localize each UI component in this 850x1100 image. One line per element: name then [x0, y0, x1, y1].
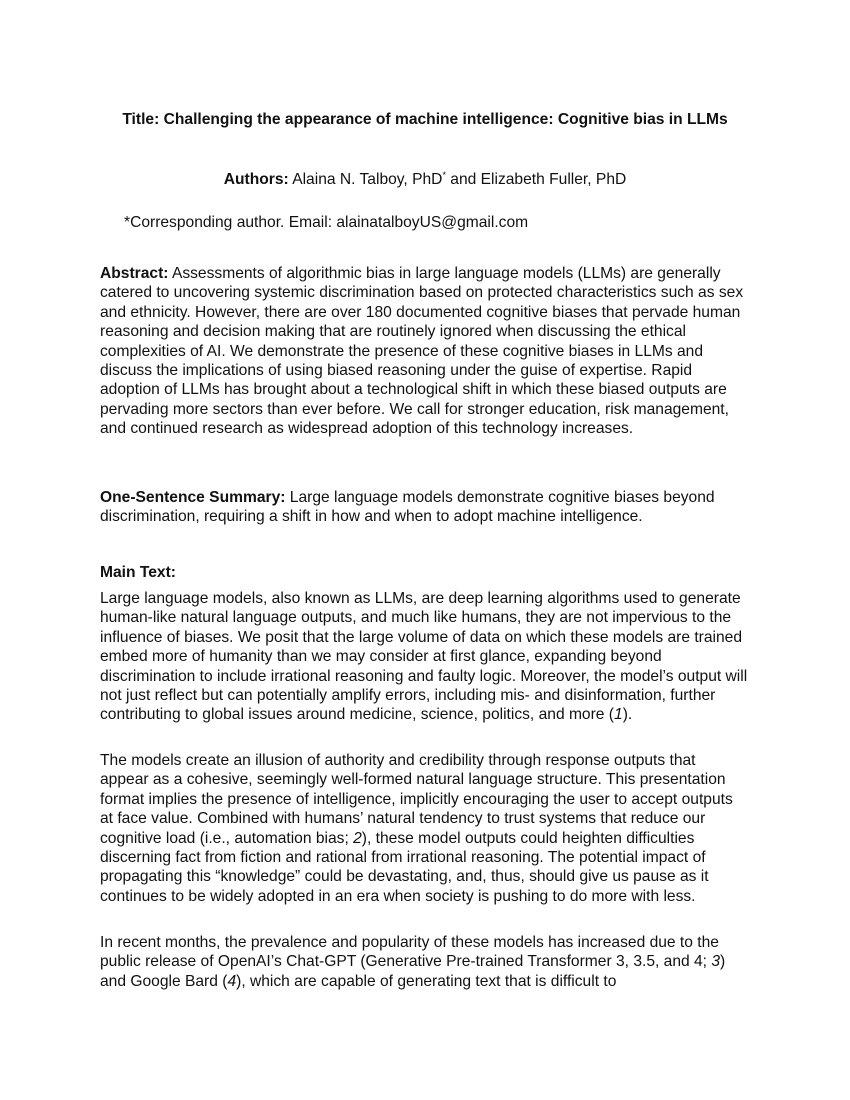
main-paragraph-3	[100, 933, 748, 991]
paragraph-2-text-a: The models create an illusion of authority and credibility through response outputs that appear as a cohesive, seemingly well-formed natural language structure. This presentation format implies the presence of intelligence, implicitly encouraging the user to accept outputs at face value. Combined with humans’ natural tendency to trust systems that reduce our cognitive load (i.e., automation bias;	[100, 752, 733, 847]
corresponding-marker: *	[442, 169, 446, 180]
paragraph-1-text: Large language models, also known as LLMs, are deep learning algorithms used to generate human-like natural language outputs, and much like humans, they are not impervious to the influence of biases. We posit that the large volume of data on which these models are trained embed more of humanity than we may consider at first glance, expanding beyond discrimination to include irrational reasoning and faulty logic. Moreover, the model’s output will not just reflect but can potentially amplify errors, including mis- and disinformation, further contributing to global issues around medicine, science, politics, and more (	[100, 590, 748, 724]
paragraph-3-text-b: ) and Google Bard (	[100, 953, 726, 990]
main-paragraph-2	[100, 751, 748, 906]
corresponding-author-note: *Corresponding author. Email: alainatalboyUS@gmail.com	[124, 214, 529, 231]
author-1: Alaina N. Talboy, PhD	[292, 171, 443, 188]
abstract-text: Assessments of algorithmic bias in large language models (LLMs) are generally catered to uncovering systemic discrimination based on protected characteristics such as sex and ethnicity. However, there are over 180 documented cognitive biases that pervade human reasoning and decision making that are routinely ignored when discussing the ethical complexities of AI. We demonstrate the presence of these cognitive biases in LLMs and discuss the implications of using biased reasoning under the guise of expertise. Rapid adoption of LLMs has brought about a technological shift in which these biased outputs are pervading more sectors than ever before. We call for stronger education, risk management, and continued research as widespread adoption of this technology increases.	[100, 265, 744, 438]
author-2: and Elizabeth Fuller, PhD	[445, 171, 627, 188]
summary-text: Large language models demonstrate cognitive biases beyond discrimination, requiring a shift in how and when to adopt machine intelligence.	[100, 489, 715, 526]
authors-line	[60, 170, 790, 189]
abstract-label: Abstract:	[100, 265, 169, 282]
citation-3: 3	[711, 953, 721, 971]
paper-title: Title: Challenging the appearance of machine intelligence: Cognitive bias in LLMs	[122, 111, 728, 128]
paragraph-1-end: ).	[622, 706, 633, 724]
citation-4: 4	[227, 972, 237, 990]
summary-section	[100, 488, 748, 527]
citation-2: 2	[353, 829, 362, 847]
paragraph-3-text-c: ), which are capable of generating text that is difficult to	[236, 972, 617, 990]
authors-label: Authors:	[223, 171, 289, 188]
summary-label: One-Sentence Summary:	[100, 489, 286, 506]
paragraph-3-text-a: In recent months, the prevalence and popularity of these models has increased due to the public release of OpenAI’s Chat-GPT (Generative Pre-trained Transformer 3, 3.5, and 4;	[100, 934, 719, 971]
citation-1: 1	[614, 706, 623, 724]
paragraph-2-text-b: ), these model outputs could heighten difficulties discerning fact from fiction and rational from irrational reasoning. The potential impact of propagating this “knowledge” could be devastating, and, thus, should give us pause as it continues to be widely adopted in an era when society is pushing to do more with less.	[100, 829, 709, 905]
main-paragraph-1	[100, 589, 748, 725]
abstract-section	[100, 264, 748, 439]
main-text-heading: Main Text:	[100, 564, 176, 581]
